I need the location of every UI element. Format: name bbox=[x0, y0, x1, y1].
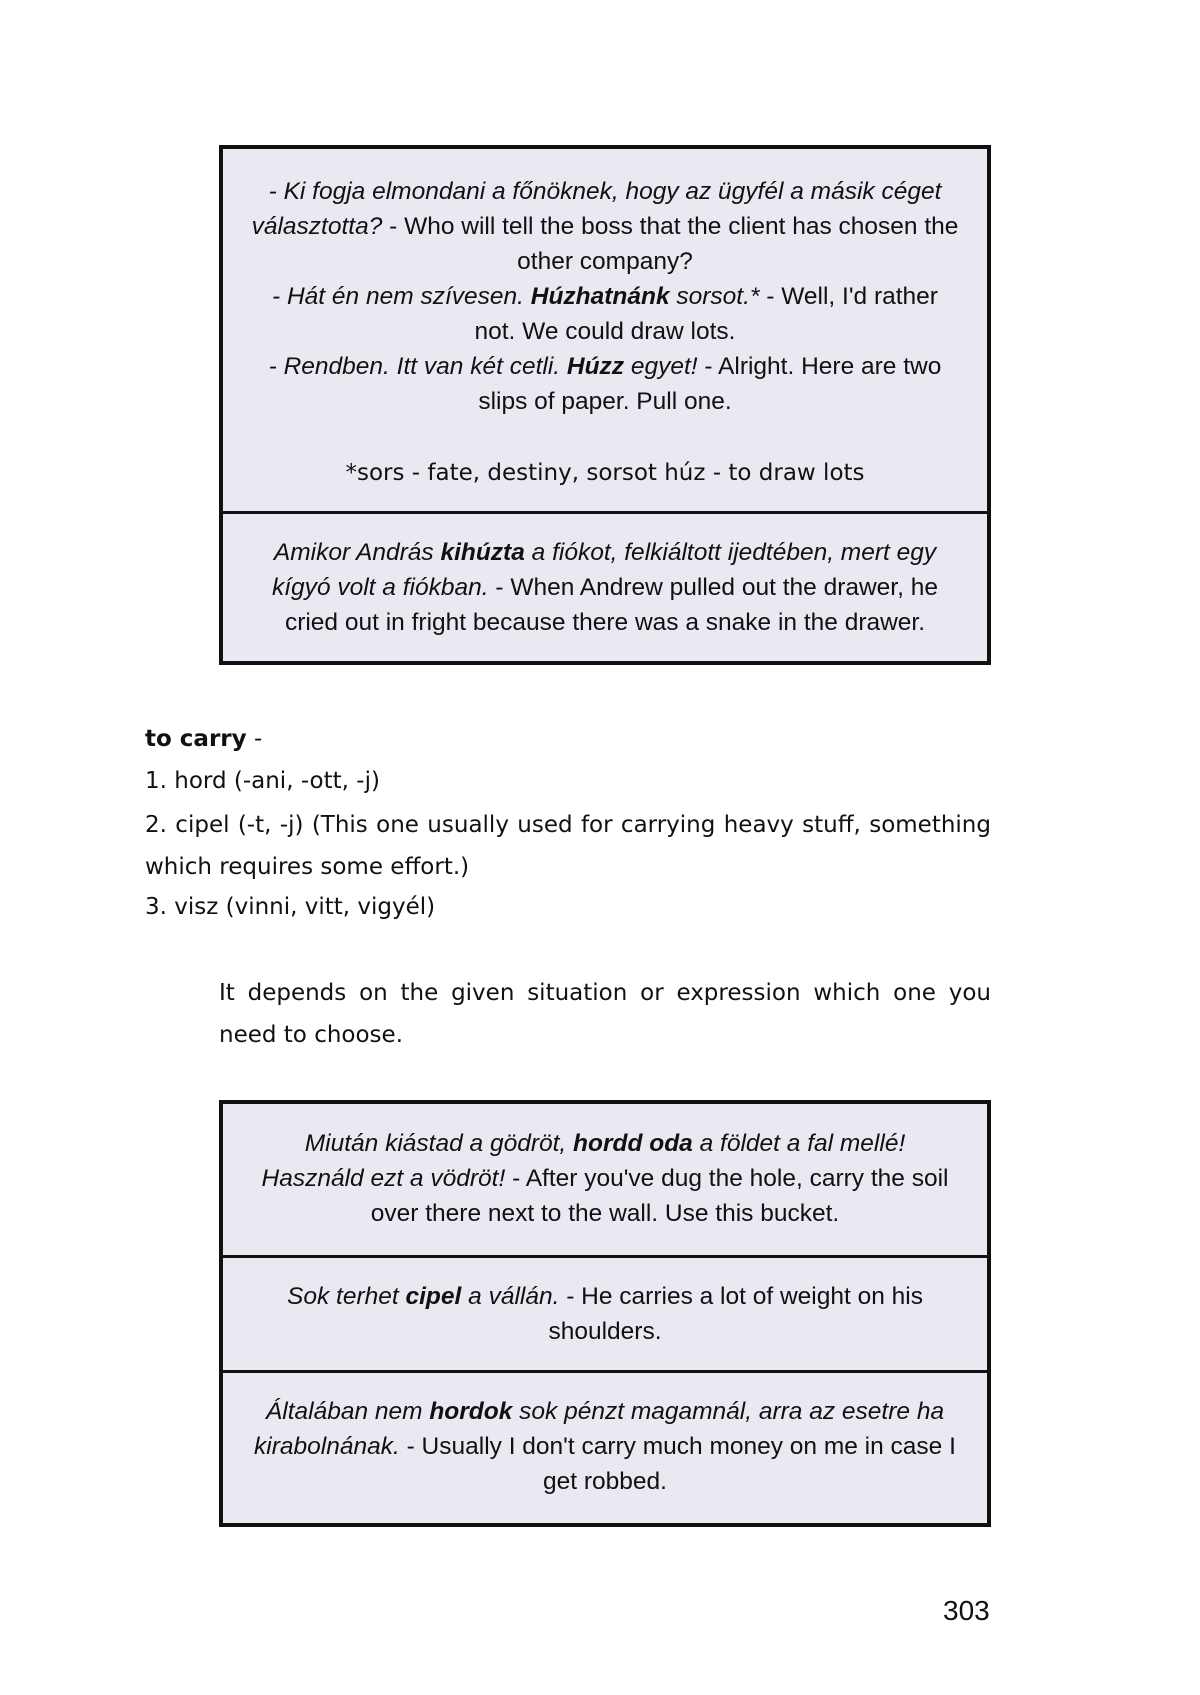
keyword: hordd oda bbox=[573, 1130, 693, 1157]
english-translation: - He carries a lot of weight on his shoulders. bbox=[548, 1283, 923, 1345]
example-cell bbox=[223, 514, 987, 661]
english-translation: - Who will tell the boss that the client has chosen the other company? bbox=[382, 213, 959, 275]
hungarian-text: a földet a fal mellé! Használd ezt a vödröt! bbox=[261, 1130, 906, 1192]
carry-heading: to carry bbox=[145, 726, 247, 752]
footnote: *sors - fate, destiny, sorsot húz - to draw lots bbox=[345, 460, 865, 486]
hungarian-text: Általában nem bbox=[265, 1398, 430, 1425]
hungarian-text: a vállán. bbox=[461, 1283, 560, 1310]
example-cell-hordok bbox=[223, 1373, 987, 1523]
carry-dash: - bbox=[246, 726, 263, 752]
carry-item-2: 2. cipel (-t, -j) (This one usually used for carrying heavy stuff, something which requires some effort.) bbox=[145, 812, 991, 880]
example-cell-cipel bbox=[223, 1258, 987, 1373]
keyword: Húzz bbox=[566, 353, 625, 380]
keyword: kihúzta bbox=[440, 539, 525, 566]
dialogue-line bbox=[251, 279, 959, 349]
english-translation: - Usually I don't carry much money on me in case I get robbed. bbox=[399, 1433, 956, 1495]
carry-item-1: 1. hord (-ani, -ott, -j) bbox=[145, 768, 380, 794]
carry-note: It depends on the given situation or expression which one you need to choose. bbox=[219, 980, 991, 1048]
dialogue-lines bbox=[251, 174, 959, 419]
hungarian-text: egyet! bbox=[624, 353, 698, 380]
dialogue-cell bbox=[223, 149, 987, 514]
hungarian-text: - Ki fogja elmondani a főnöknek, hogy az ügyfél a másik céget választotta? bbox=[251, 178, 942, 240]
dialogue-line bbox=[251, 349, 959, 419]
example-box-carry bbox=[219, 1100, 991, 1527]
keyword: hordok bbox=[429, 1398, 513, 1425]
english-translation: - When Andrew pulled out the drawer, he cried out in fright because there was a snake in the drawer. bbox=[284, 574, 938, 636]
hungarian-text: - Rendben. Itt van két cetli. bbox=[268, 353, 567, 380]
english-translation: - After you've dug the hole, carry the soil over there next to the wall. Use this bucket. bbox=[370, 1165, 949, 1227]
example-box-draw bbox=[219, 145, 991, 665]
example-cell-hordd bbox=[223, 1104, 987, 1258]
hungarian-text: Sok terhet bbox=[287, 1283, 406, 1310]
hungarian-text: - Hát én nem szívesen. bbox=[272, 283, 531, 310]
page-number: 303 bbox=[943, 1595, 990, 1626]
hungarian-text: sorsot.* bbox=[669, 283, 760, 310]
hungarian-text: sok pénzt magamnál, arra az esetre ha kirabolnának. bbox=[254, 1398, 945, 1460]
dialogue-line bbox=[251, 174, 959, 279]
english-translation: - Well, I'd rather not. We could draw lots. bbox=[474, 283, 938, 345]
keyword: Húzhatnánk bbox=[530, 283, 670, 310]
keyword: cipel bbox=[405, 1283, 462, 1310]
carry-heading-line bbox=[145, 720, 262, 758]
hungarian-text: Miután kiástad a gödröt, bbox=[304, 1130, 574, 1157]
hungarian-text: Amikor András bbox=[273, 539, 441, 566]
hungarian-text: a fiókot, felkiáltott ijedtében, mert egy kígyó volt a fiókban. bbox=[272, 539, 937, 601]
carry-item-3: 3. visz (vinni, vitt, vigyél) bbox=[145, 894, 436, 920]
english-translation: - Alright. Here are two slips of paper. Pull one. bbox=[478, 353, 942, 415]
